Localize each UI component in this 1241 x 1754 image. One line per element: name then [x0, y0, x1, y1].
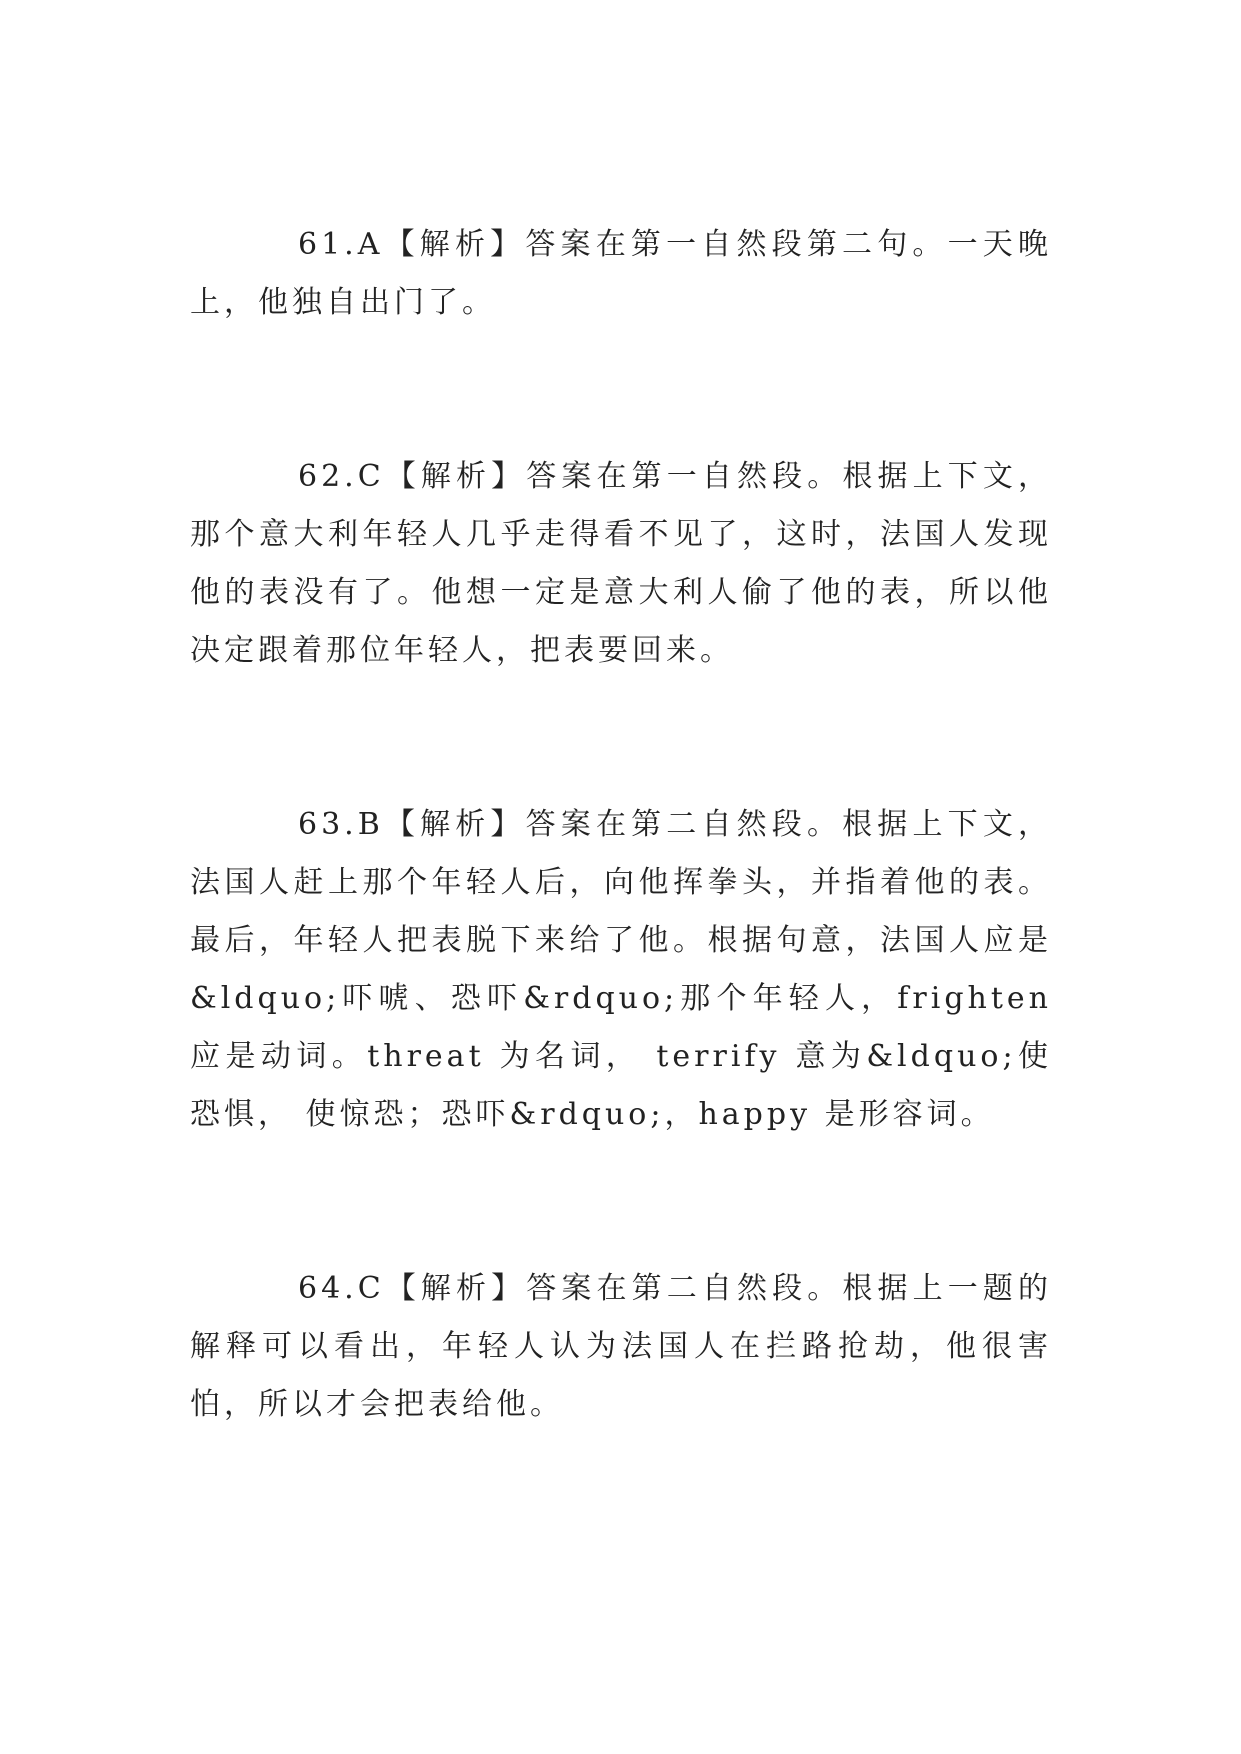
answer-explanation-64: 64.C【解析】答案在第二自然段。根据上一题的解释可以看出，年轻人认为法国人在拦路抢劫，他很害怕，所以才会把表给他。: [190, 1271, 1052, 1422]
answer-explanation-62: 62.C【解析】答案在第一自然段。根据上下文，那个意大利年轻人几乎走得看不见了，这时，法国人发现他的表没有了。他想一定是意大利人偷了他的表，所以他决定跟着那位年轻人，把表要回来。: [190, 459, 1052, 668]
answer-explanation-63: 63.B【解析】答案在第二自然段。根据上下文，法国人赶上那个年轻人后，向他挥拳头，并指着他的表。最后，年轻人把表脱下来给了他。根据句意，法国人应是&ldquo;吓唬、恐吓&rdquo;那个年轻人，frighten 应是动词。threat 为名词， terrify 意为&ldquo;使恐惧， 使惊恐；恐吓&rdquo;，happy 是形容词。: [190, 807, 1052, 1132]
answer-explanation-61: 61.A【解析】答案在第一自然段第二句。一天晚上，他独自出门了。: [190, 227, 1052, 320]
